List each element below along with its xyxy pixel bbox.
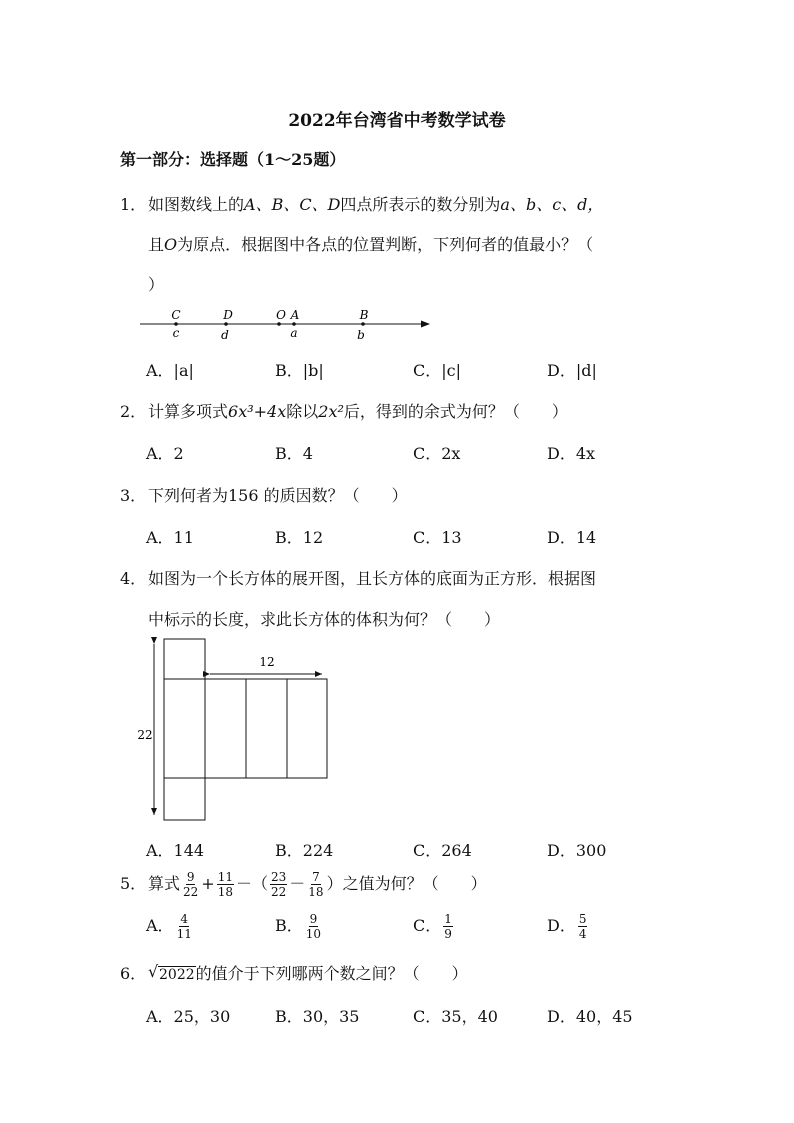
question-number: 3．: [120, 486, 147, 505]
q1-text: 如图数线上的: [148, 195, 245, 214]
question-number: 5．: [120, 874, 147, 893]
fraction: $\frac{9}{22}$: [183, 870, 199, 899]
question-3: [120, 483, 408, 506]
q2-option-b[interactable]: B．4: [275, 444, 313, 463]
question-1: [120, 192, 603, 215]
question-number: 2．: [120, 402, 147, 421]
q1-option-a[interactable]: A．|a|: [146, 361, 194, 380]
fraction: $\frac{23}{22}$: [271, 870, 287, 899]
label-lower-c: c: [172, 326, 180, 340]
q6-option-d[interactable]: D．40，45: [547, 1007, 633, 1026]
q6-option-a[interactable]: A．25，30: [146, 1007, 231, 1026]
q3-option-d[interactable]: D．14: [547, 528, 597, 547]
cuboid-net-figure: [134, 636, 334, 826]
label-upper-c: C: [171, 308, 181, 322]
q2-text: 除以: [286, 402, 319, 421]
q6-option-b[interactable]: B．30，35: [275, 1007, 360, 1026]
q3-text: 下列何者为156 的质因数？（ ）: [148, 486, 408, 505]
point-d: [224, 322, 228, 326]
q4-option-c[interactable]: C．264: [413, 841, 472, 860]
q1-text: 四点所表示的数分别为: [340, 195, 501, 214]
q1-vars: a、b、c、d，: [500, 195, 604, 214]
plus-sign: +: [201, 874, 215, 893]
q5-text: ）之值为何？（ ）: [326, 874, 487, 893]
q2-divisor: 2x²: [318, 402, 344, 421]
question-5: [120, 870, 487, 899]
section-heading: 第一部分：选择题（1～25题）: [120, 150, 346, 169]
q2-option-d[interactable]: D．4x: [547, 444, 596, 463]
fraction: $\frac{7}{18}$: [308, 870, 324, 899]
q5-option-b[interactable]: B． $\frac{9}{10}$: [275, 912, 322, 941]
height-label: 22: [137, 728, 153, 742]
q5-option-a[interactable]: A． $\frac{4}{11}$: [146, 912, 192, 941]
q1-option-c[interactable]: C．|c|: [413, 361, 461, 380]
page-title: 2022年台湾省中考数学试卷: [288, 111, 506, 131]
question-6: [120, 961, 468, 984]
question-2: [120, 399, 568, 422]
q3-option-a[interactable]: A．11: [146, 528, 194, 547]
minus-paren: －（: [235, 874, 268, 893]
q2-text: 后，得到的余式为何？（ ）: [343, 402, 568, 421]
q2-text: 计算多项式: [148, 402, 229, 421]
fraction: $\frac{11}{18}$: [217, 870, 233, 899]
minus-sign: －: [289, 874, 306, 893]
net-left-strip: [164, 639, 205, 820]
q1-option-d[interactable]: D．|d|: [547, 361, 597, 380]
question-4: [120, 566, 596, 589]
q4-option-a[interactable]: A．144: [146, 841, 205, 860]
point-o: [277, 322, 281, 326]
question-number: 4．: [120, 569, 147, 588]
label-lower-a: a: [290, 326, 298, 340]
label-upper-o: O: [276, 308, 286, 322]
q4-text: 如图为一个长方体的展开图，且长方体的底面为正方形．根据图: [148, 569, 597, 588]
q2-polynomial: 6x³+4x: [228, 402, 287, 421]
q4-option-d[interactable]: D．300: [547, 841, 607, 860]
question-1-line2: [148, 232, 593, 255]
q3-option-c[interactable]: C．13: [413, 528, 462, 547]
label-upper-d: D: [223, 308, 233, 322]
q4-option-b[interactable]: B．224: [275, 841, 334, 860]
q5-option-c[interactable]: C． $\frac{1}{9}$: [413, 912, 452, 941]
width-label: 12: [259, 655, 275, 669]
arrow-head: [421, 321, 430, 328]
q1-origin: O: [164, 235, 178, 254]
square-root: √ 2022: [148, 962, 195, 983]
q3-option-b[interactable]: B．12: [275, 528, 324, 547]
q1-text: 且: [148, 235, 165, 254]
question-1-line3: ）: [148, 275, 165, 294]
q6-text: 的值介于下列哪两个数之间？（ ）: [195, 964, 468, 983]
number-line-figure: [136, 305, 436, 345]
label-lower-b: b: [357, 328, 365, 342]
label-lower-d: d: [221, 328, 229, 342]
label-upper-a: A: [290, 308, 300, 322]
q1-option-b[interactable]: B．|b|: [275, 361, 324, 380]
question-number: 1．: [120, 195, 147, 214]
q5-text: 算式: [148, 874, 181, 893]
q5-option-d[interactable]: D． $\frac{5}{4}$: [547, 912, 587, 941]
q2-option-a[interactable]: A．2: [146, 444, 184, 463]
q1-text: 为原点．根据图中各点的位置判断，下列何者的值最小？（: [177, 235, 594, 254]
q2-option-c[interactable]: C．2x: [413, 444, 461, 463]
question-number: 6．: [120, 964, 147, 983]
point-b: [361, 322, 365, 326]
label-upper-b: B: [359, 308, 369, 322]
q6-option-c[interactable]: C．35，40: [413, 1007, 498, 1026]
question-4-line2: 中标示的长度，求此长方体的体积为何？（ ）: [148, 610, 501, 629]
q1-points: A、B、C、D: [244, 195, 341, 214]
